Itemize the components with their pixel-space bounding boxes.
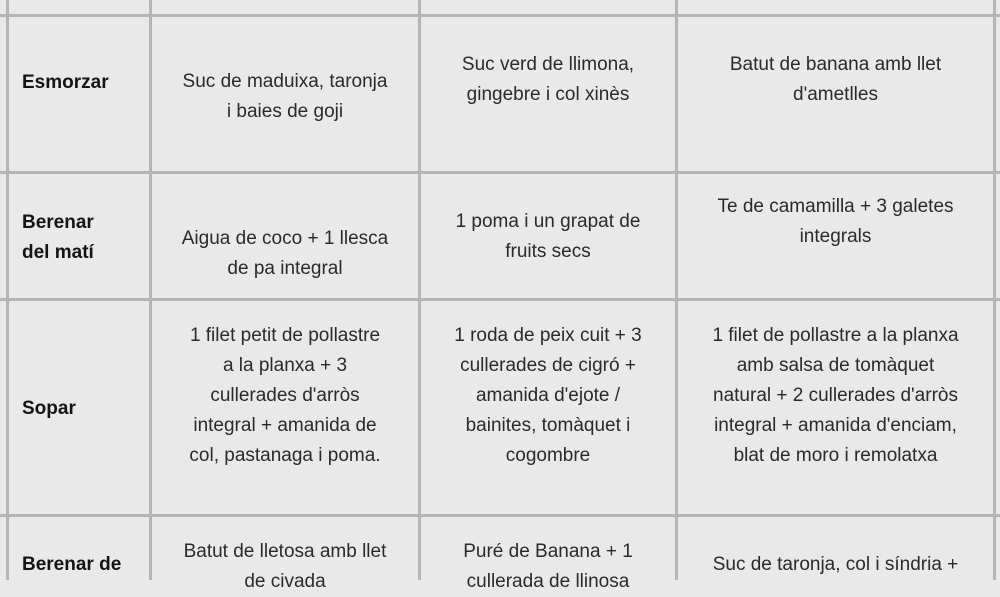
table-row [0, 174, 1000, 298]
table-cell [421, 17, 675, 171]
table-cell [421, 517, 675, 592]
cell-text: Suc de taronja, col i síndria + [712, 554, 959, 575]
cell-text: 1 filet de pollastre a la planxa amb salsa de tomàquet natural + 2 cullerades d'arròs integral + amanida d'enciam, blat de moro i remolatxa [712, 325, 959, 466]
cell-text: 1 filet petit de pollastre a la planxa + 3 cullerades d'arròs integral + amanida de col, pastanaga i poma. [189, 325, 381, 466]
table-cell [152, 301, 418, 514]
row-label [22, 174, 147, 298]
cell-text: Puré de Banana + 1 cullerada de llinosa [463, 541, 633, 592]
table-row [0, 17, 1000, 171]
row-label [22, 517, 147, 580]
table-cell [678, 517, 993, 580]
row-label-text: Esmorzar [22, 72, 109, 93]
cell-text: 1 roda de peix cuit + 3 cullerades de cigró + amanida d'ejote / bainites, tomàquet i cogombre [454, 325, 642, 466]
row-label-text: Sopar [22, 398, 76, 419]
table-cell [678, 17, 993, 171]
cell-text: Batut de lletosa amb llet de civada [183, 541, 387, 592]
table-cell [152, 517, 418, 592]
cell-text: Suc verd de llimona, gingebre i col xinès [461, 54, 635, 105]
row-label-text: Berenar del matí [22, 212, 94, 263]
cell-text: Batut de banana amb llet d'ametlles [729, 54, 942, 105]
table-row [0, 517, 1000, 592]
row-label [22, 17, 147, 171]
table-cell [152, 17, 418, 171]
cell-text: 1 poma i un grapat de fruits secs [455, 211, 641, 262]
cell-text: Aigua de coco + 1 llesca de pa integral [181, 228, 389, 279]
row-label [22, 301, 147, 514]
table-row [0, 301, 1000, 514]
table-cell [678, 301, 993, 514]
cell-text: Te de camamilla + 3 galetes integrals [717, 196, 954, 247]
table-cell [421, 174, 675, 298]
table-cell [678, 174, 993, 298]
row-label-text: Berenar de [22, 554, 122, 575]
table-cell [421, 301, 675, 514]
table-cell [152, 174, 418, 298]
cell-text: Suc de maduixa, taronja i baies de goji [182, 71, 388, 122]
